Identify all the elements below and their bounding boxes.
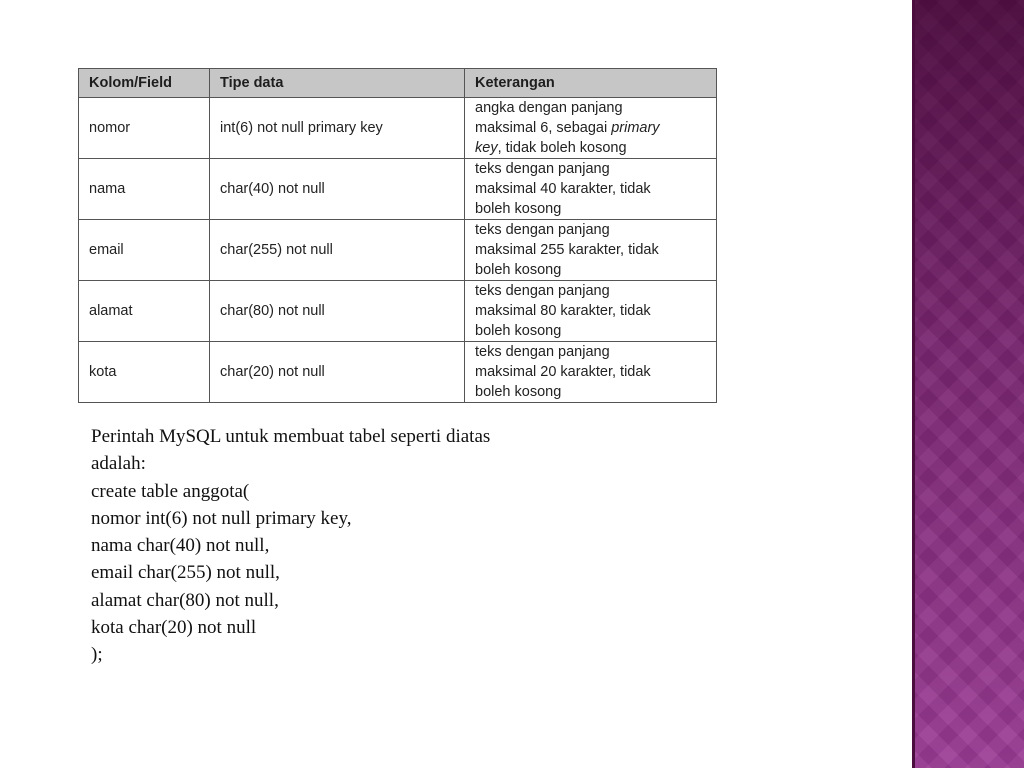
header-field: Kolom/Field xyxy=(79,69,210,98)
cell-description xyxy=(465,98,717,159)
description-line: key, tidak boleh kosong xyxy=(475,140,627,156)
description-line: maksimal 6, sebagai primary xyxy=(475,120,660,136)
cell-description xyxy=(465,220,717,281)
cell-type: char(255) not null xyxy=(210,220,465,281)
cell-description xyxy=(465,159,717,220)
table-row xyxy=(79,98,717,159)
code-line: email char(255) not null, xyxy=(91,562,280,584)
cell-field: nama xyxy=(79,159,210,220)
description-line: maksimal 255 karakter, tidak xyxy=(475,242,659,258)
table-row xyxy=(79,159,717,220)
description-line: maksimal 40 karakter, tidak xyxy=(475,181,651,197)
description-line: maksimal 20 karakter, tidak xyxy=(475,364,651,380)
cell-type: int(6) not null primary key xyxy=(210,98,465,159)
table-row xyxy=(79,342,717,403)
description-line: teks dengan panjang xyxy=(475,283,610,299)
code-line: create table anggota( xyxy=(91,480,250,502)
description-line: teks dengan panjang xyxy=(475,222,610,238)
code-line: nomor int(6) not null primary key, xyxy=(91,507,352,529)
explanation-line: Perintah MySQL untuk membuat tabel seperti diatas xyxy=(91,426,491,447)
cell-description xyxy=(465,281,717,342)
description-line: maksimal 80 karakter, tidak xyxy=(475,303,651,319)
cell-field: nomor xyxy=(79,98,210,159)
cell-description xyxy=(465,342,717,403)
description-line: teks dengan panjang xyxy=(475,344,610,360)
header-description: Keterangan xyxy=(465,69,717,98)
table-row xyxy=(79,220,717,281)
explanation-text xyxy=(91,423,490,669)
fields-table xyxy=(78,68,717,403)
description-line: angka dengan panjang xyxy=(475,100,623,116)
explanation-line: adalah: xyxy=(91,453,146,475)
description-line: boleh kosong xyxy=(475,262,562,278)
description-line: boleh kosong xyxy=(475,323,562,339)
code-line: nama char(40) not null, xyxy=(91,535,270,557)
table-header-row xyxy=(79,69,717,98)
code-line: kota char(20) not null xyxy=(91,617,257,639)
description-line: boleh kosong xyxy=(475,201,562,217)
description-line: boleh kosong xyxy=(475,384,562,400)
cell-field: email xyxy=(79,220,210,281)
code-line: alamat char(80) not null, xyxy=(91,589,279,611)
cell-field: kota xyxy=(79,342,210,403)
cell-type: char(40) not null xyxy=(210,159,465,220)
cell-field: alamat xyxy=(79,281,210,342)
cell-type: char(80) not null xyxy=(210,281,465,342)
description-line: teks dengan panjang xyxy=(475,161,610,177)
sidebar-edge xyxy=(912,0,915,768)
code-line: ); xyxy=(91,644,103,666)
decorative-sidebar xyxy=(912,0,1024,768)
table-row xyxy=(79,281,717,342)
header-type: Tipe data xyxy=(210,69,465,98)
cell-type: char(20) not null xyxy=(210,342,465,403)
